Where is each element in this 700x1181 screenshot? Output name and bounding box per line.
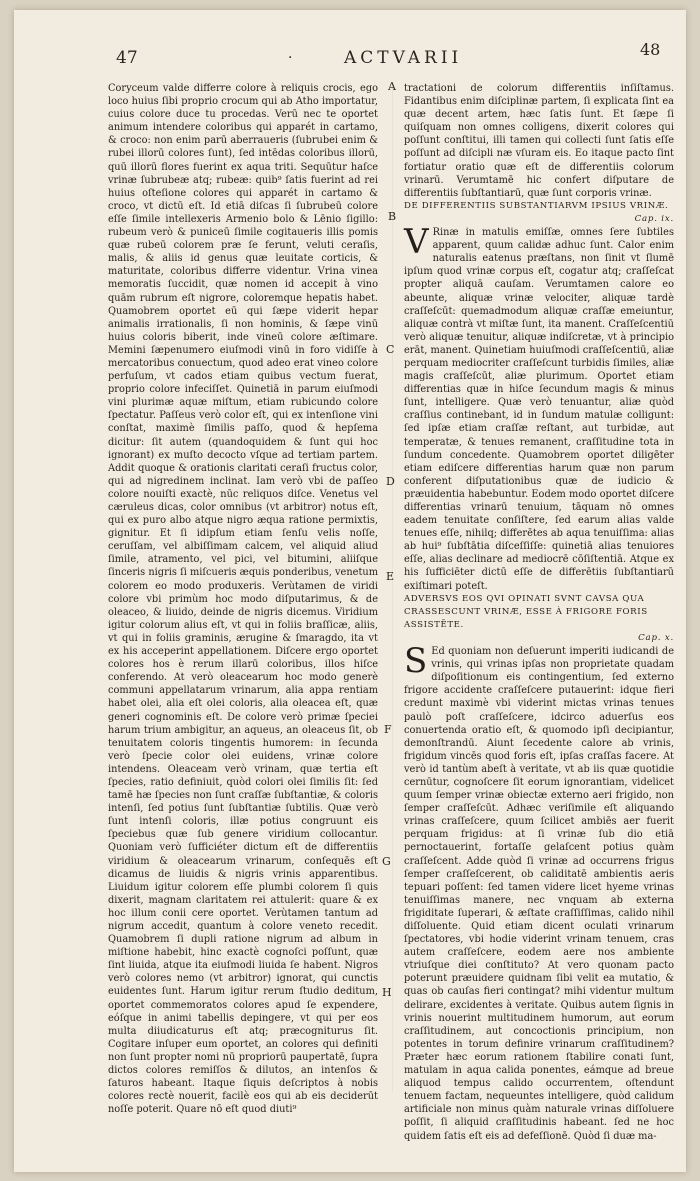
left-column-text: Coryceum valde differre colore à reliquis crocis, ego loco huius ſibi proprio crocum qui ab Atho importatur, cuius colore duce tu procedas. Verū nec te oportet animum intendere coloribus qui apparét in cartamo, & croco: non enim parū aberraueris (ſubrubei enim & rubei illorū colores ſunt), ſed intēdas coloribus illorū, quū illorū flores fuerint ex aqua triti. Sequūtur haſce vrinæ ſubrubeæ atq; rubeæ: quib⁹ ſatis fuerint ad rei huius oſteſione colores qui apparét in cartamo & croco, vt dictū eſt. Id etiā diſcas ſi ſubrubeū colore eſſe ſimile intellexeris Armenio bolo & Lēnio ſigillo: rubeum verò & puniceū ſimile cogitaueris illis pomis quæ rubeū colorem præ ſe ferunt, veluti ceraſis, malis, & aliis id genus quæ leuitate corticis, & maturitate, coloribus differre videntur. Vrina vinea memoratis ſuccidit, quæ nomen id accepit à vino quām rubrum eſt nigrore, coloremque hepatis habet. Quamobrem oportet eū qui ſæpe viderit hepar animalis irrationalis, ſi non hominis, & ſæpe vinū huius coloris biberit, inde vineū colore æſtimare. Memini ſæpenumero eiuſmodi vinū in foro vidiſſe à mercatoribus conuectum, quod adeo erat vineo colore perfuſum, vt cados etiam quibus vectum fuerat, proprio colore infeciſſet. Quinetiā in parum eiuſmodi vini plurimæ aquæ miſtum, etiam rubicundo colore ſpectatur. Paſſeus verò color eſt, qui ex intenſione vini conſtat, maximè ſimilis paſſo, quod & hepſema dicitur: ſit autem (quandoquidem & ſunt qui hoc ignorant) ex muſto decocto vſque ad tertiam partem. Addit quoque & orationis claritati ceraſi fructus color, qui ad nigredinem inclinat. Iam verò vbi de paſſeo colore nouiſti exactè, nūc reliquos diſce. Venetus vel cæruleus dicas, color omnibus (vt arbitror) notus eſt, qui ex puro albo atque nigro æqua ratione permixtis, gignitur. Et ſi idipſum etiam ſenſu velis noſſe, ceruſſam, vel albiſſimam calcem, vel aliquid aliud ſimile, atramento, vel pici, vel bitumini, aliiſque ſinceris nigris ſi miſcueris æquis ponderibus, venetum colorem eo modo produxeris. Verùtamen de viridi colore vbi primùm hoc modo diſputarimus, & de oleaceo, & liuido, deinde de nigris dicemus. Viridium igitur colorum alius eſt, vt qui in foliis braſſicæ, aliis, vt qui in foliis graminis, ærugine & ſmaragdo, ita vt ex his acceperint appellationem. Diſcere ergo oportet colores hos è rerum illarū coloribus, illos hiſce conferendo. At verò oleacearum hoc modo generè communi appellatarum vrinarum, alia appa rentiam habet olei, alia eſt olei coloris, alia oleacea eſt, quæ generi cognominis eſt. De colore verò primæ ſpeciei harum trium ambigitur, an aqueus, an oleaceus ſit, ob tenuitatem coloris tingentis humorem: in ſecunda verò ſpecie color olei euidens, vrinæ colore intendens. Oleaceam verò vrinam, quæ tertia eſt ſpecies, ratio definiuit, quòd colori olei ſimilis ſit: ſed tamē hæ ſpecies non ſunt craſſæ ſubſtantiæ, & coloris intenſi, ſed potius ſunt ſubſtantiæ ſubtilis. Quæ verò ſunt intenſi coloris, illæ potius congruunt eis ſpeciebus quæ ſub genere viridium collocantur. Quoniam verò ſufficiéter dictum eſt de differentiis viridium & oleacearum vrinarum, conſequēs eſt dicamus de liuidis & nigris vrinis apparentibus. Liuidum igitur colorem eſſe plumbi colorem ſi quis dixerit, magnam claritatem rei attulerit: quare & ex hoc illum conii cere oportet. Verùtamen tantum ad nigrum accedit, quantum à colore veneto recedit. Quamobrem ſi dupli ratione nigrum ad album in miſtione habebit, hinc exactè cognoſci poſſunt, quæ ſint liuida, atque ita eiuſmodi liuida ſe habent. Nigros verò colores nemo (vt arbitror) ignorat, qui cunctis euidentes ſunt. Harum igitur rerum ſtudio deditum, oportet commemoratos colores apud ſe expendere, eóſque in animi tabellis depingere, vt qui per eos multa diiudicaturus eſt atq; præcogniturus ſit. Cogitare inſuper eum oportet, an colores qui definiti non ſunt propter nomi nū propriorū paupertatē, ſupra dictos colores remiſſos & dilutos, an intenſos & ſaturos habeant. Itaque ſiquis deſcriptos à nobis colores rectè nouerit, facilè eos qui ab eis deciderūt noſſe poterit. Quare nō eſt quod diuti⁹ bbox=[108, 83, 378, 1116]
chapter-9-paragraph bbox=[404, 222, 674, 593]
margin-letter-g: G bbox=[382, 855, 391, 868]
right-column bbox=[404, 82, 674, 1142]
chapter-number-9: Cap. ix. bbox=[634, 213, 674, 224]
chapter-10-paragraph bbox=[404, 641, 674, 1143]
chapter-9-text: Rinæ in matulis emiſſæ, omnes ſere ſubtiles apparent, quum calidæ adhuc ſunt. Calor enim naturalis eatenus præſtans, non ſinit vt ſlumē ipſum quod vrinæ corpus eſt, cogatur atq; craſſeſcat propter aliquā cauſam. Verumtamen calore eo abeunte, aliquæ vrinæ velociter, aliquæ tardè craſſeſcūt: quemadmodum aliquæ craſſæ emeiuntur, aliquæ contrà vt miſtæ ſunt, ita manent. Craſſeſcentiū verò aliquæ tenuitur, aliquæ indiſcretæ, vt à principio erāt, manent. Quinetiam huiuſmodi craſſeſcentiū, aliæ perquam mediocriter craſſeſcunt turbidis ſimiles, aliæ magis craſſeſcūt, aliæ plurimum. Oportet etiam differentias quæ in hiſce ſecundum magis & minus ſunt, intelligere. Quæ verò tenuantur, aliæ quòd craſſius continebant, id in ſundum matulæ colligunt: ſed ipſæ etiam craſſæ reſtant, aut turbidæ, aut temperatæ, & tenues remanent, craſſitudine tota in ſundum concedente. Quamobrem oportet diligēter etiam ediſcere differentias harum quæ non parum conferent diſputationibus quæ de iudicio & præuidentia habebuntur. Eodem modo oportet diſcere differentias vrinarū tenuium, tāquam nō omnes eadem tenuitate conſiſtere, ſed earum alias valde tenues eſſe, nihilq; differētes ab aqua tenuiſſima: alias ab hui⁹ ſubſtātia diſceſſiſſe: quinetiā alias tenuiores eſſe, alias declinare ad mediocrē cōſiſtentiā. Atque ex his ſufficiēter dictū eſſe de differētiis ſubſtantiarū exiſtimari poteſt. bbox=[404, 227, 674, 592]
margin-letter-e: E bbox=[386, 570, 395, 583]
column-gutter bbox=[392, 82, 393, 1092]
folio-number-left: 47 bbox=[116, 48, 138, 68]
chapter-10-text: Ed quoniam non deſuerunt imperiti iudicandi de vrinis, qui vrinas ipſas non proprietate quadam diſpoſitionum eis contingentium, ſed externo frigore accidente craſſeſcere putauerint: idque fieri credunt maximè vbi viderint mictas vrinas tenues paulò poſt craſſeſcere, idcirco aduerſus eos conuertenda oratio eſt, & quomodo ipſi decipiantur, demonſtrandū. Aiunt ſecedente calore ab vrinis, frigidum vincēs quod foris eſt, ipſas craſſas facere. At verò id tantùm abeſt à veritate, vt ab iis quæ quotidie cernūtur, cognoſcere ſit eorum ignorantiam, videlicet quum ſemper vrinæ obiectæ externo aeri frigido, non ſemper craſſeſcūt. Adhæc veriſimile eſt aliquando vrinas craſſeſcere, quum ſcilicet ambiēs aer fuerit perquam frigidus: at ſi vrinæ ſub dio etiā pernoctauerint, fortaſſe gelaſcent potius quàm craſſeſcent. Adde quòd ſi vrinæ ad occurrens frigus ſemper craſſeſcerent, ob caliditatē ambientis aeris tepuari poſſent: ſed tamen videre licet hyeme vrinas tenuiſſimas manere, nec vnquam ab externa frigiditate ſuperari, & æſtate craſſiſſimas, calido nihil diſſoluente. Quid etiam dicent oculati vrinarum ſpectatores, vbi hodie viderint vrinam tenuem, cras autem craſſeſcere, eodem aere nos ambiente vtriuſque diei conſtituto? At vero quonam pacto poterunt præuidere quidnam ſibi velit ea mutatio, & quas ob cauſas fieri contingat? mihi videntur multum delirare, excidentes à veritate. Quibus autem ſignis in vrinis nouerint multitudinem humorum, aut eorum craſſitudinem, aut concoctionis principium, non potentes in torum definire vrinarum craſſitudinem? Præter hæc eorum rationem ſtabilire conati ſunt, matulam in aqua calida ponentes, eámque ad breue aliquod tempus calido occurrentem, oſtendunt tenuem factam, nequeuntes intelligere, quòd calidum artificiale non minus quàm naturale vrinas diſſoluere poſſit, ſi aliquid craſſitudinis habeant. ſed ne hoc quidem ſatis eſt eis ad defeſſionē. Quòd ſi duæ ma- bbox=[404, 646, 674, 1142]
right-column-intro: tractationi de colorum differentiis inſiſtamus. Fidantibus enim diſciplinæ partem, ſi explicata ſint ea quæ decent artem, hæc ſatis ſunt. Et ſæpe ſi quiſquam non omnes colligens, dixerit colores qui poſſunt conſtitui, illi tamen qui collecti ſunt ſatis eſſe poſſunt ad diſcipli næ vſuram eis. Eo itaque pacto ſint fortiatur oratio quæ eſt de differentiis colorum vrinarū. Verumtamē hic confert diſputare de differentiis ſubſtantiarū, quæ ſunt corporis vrinæ. bbox=[404, 83, 674, 199]
book-page bbox=[14, 10, 686, 1172]
header-dot: · bbox=[288, 50, 293, 66]
margin-letter-a: A bbox=[388, 80, 396, 93]
running-title: ACTVARII bbox=[344, 48, 463, 68]
chapter-heading-10: ADVERSVS EOS QVI OPINATI SVNT CAVSA QUA CRASSESCUNT VRINÆ, ESSE À FRIGORE FORIS ASSISTĒTE. bbox=[404, 593, 648, 630]
margin-letter-h: H bbox=[382, 986, 392, 999]
page-header bbox=[14, 40, 686, 78]
chapter-heading-9: DE DIFFERENTIIS SUBSTANTIARVM IPSIUS VRINÆ. bbox=[404, 200, 669, 211]
folio-number-right: 48 bbox=[640, 40, 661, 59]
margin-letter-c: C bbox=[386, 343, 395, 356]
drop-cap-v: V bbox=[404, 222, 429, 263]
chapter-number-10: Cap. x. bbox=[638, 632, 674, 643]
margin-letter-d: D bbox=[386, 475, 395, 488]
margin-letter-f: F bbox=[384, 723, 392, 736]
left-column bbox=[108, 82, 378, 1116]
margin-letter-b: B bbox=[388, 210, 397, 223]
drop-cap-s: S bbox=[404, 641, 428, 682]
